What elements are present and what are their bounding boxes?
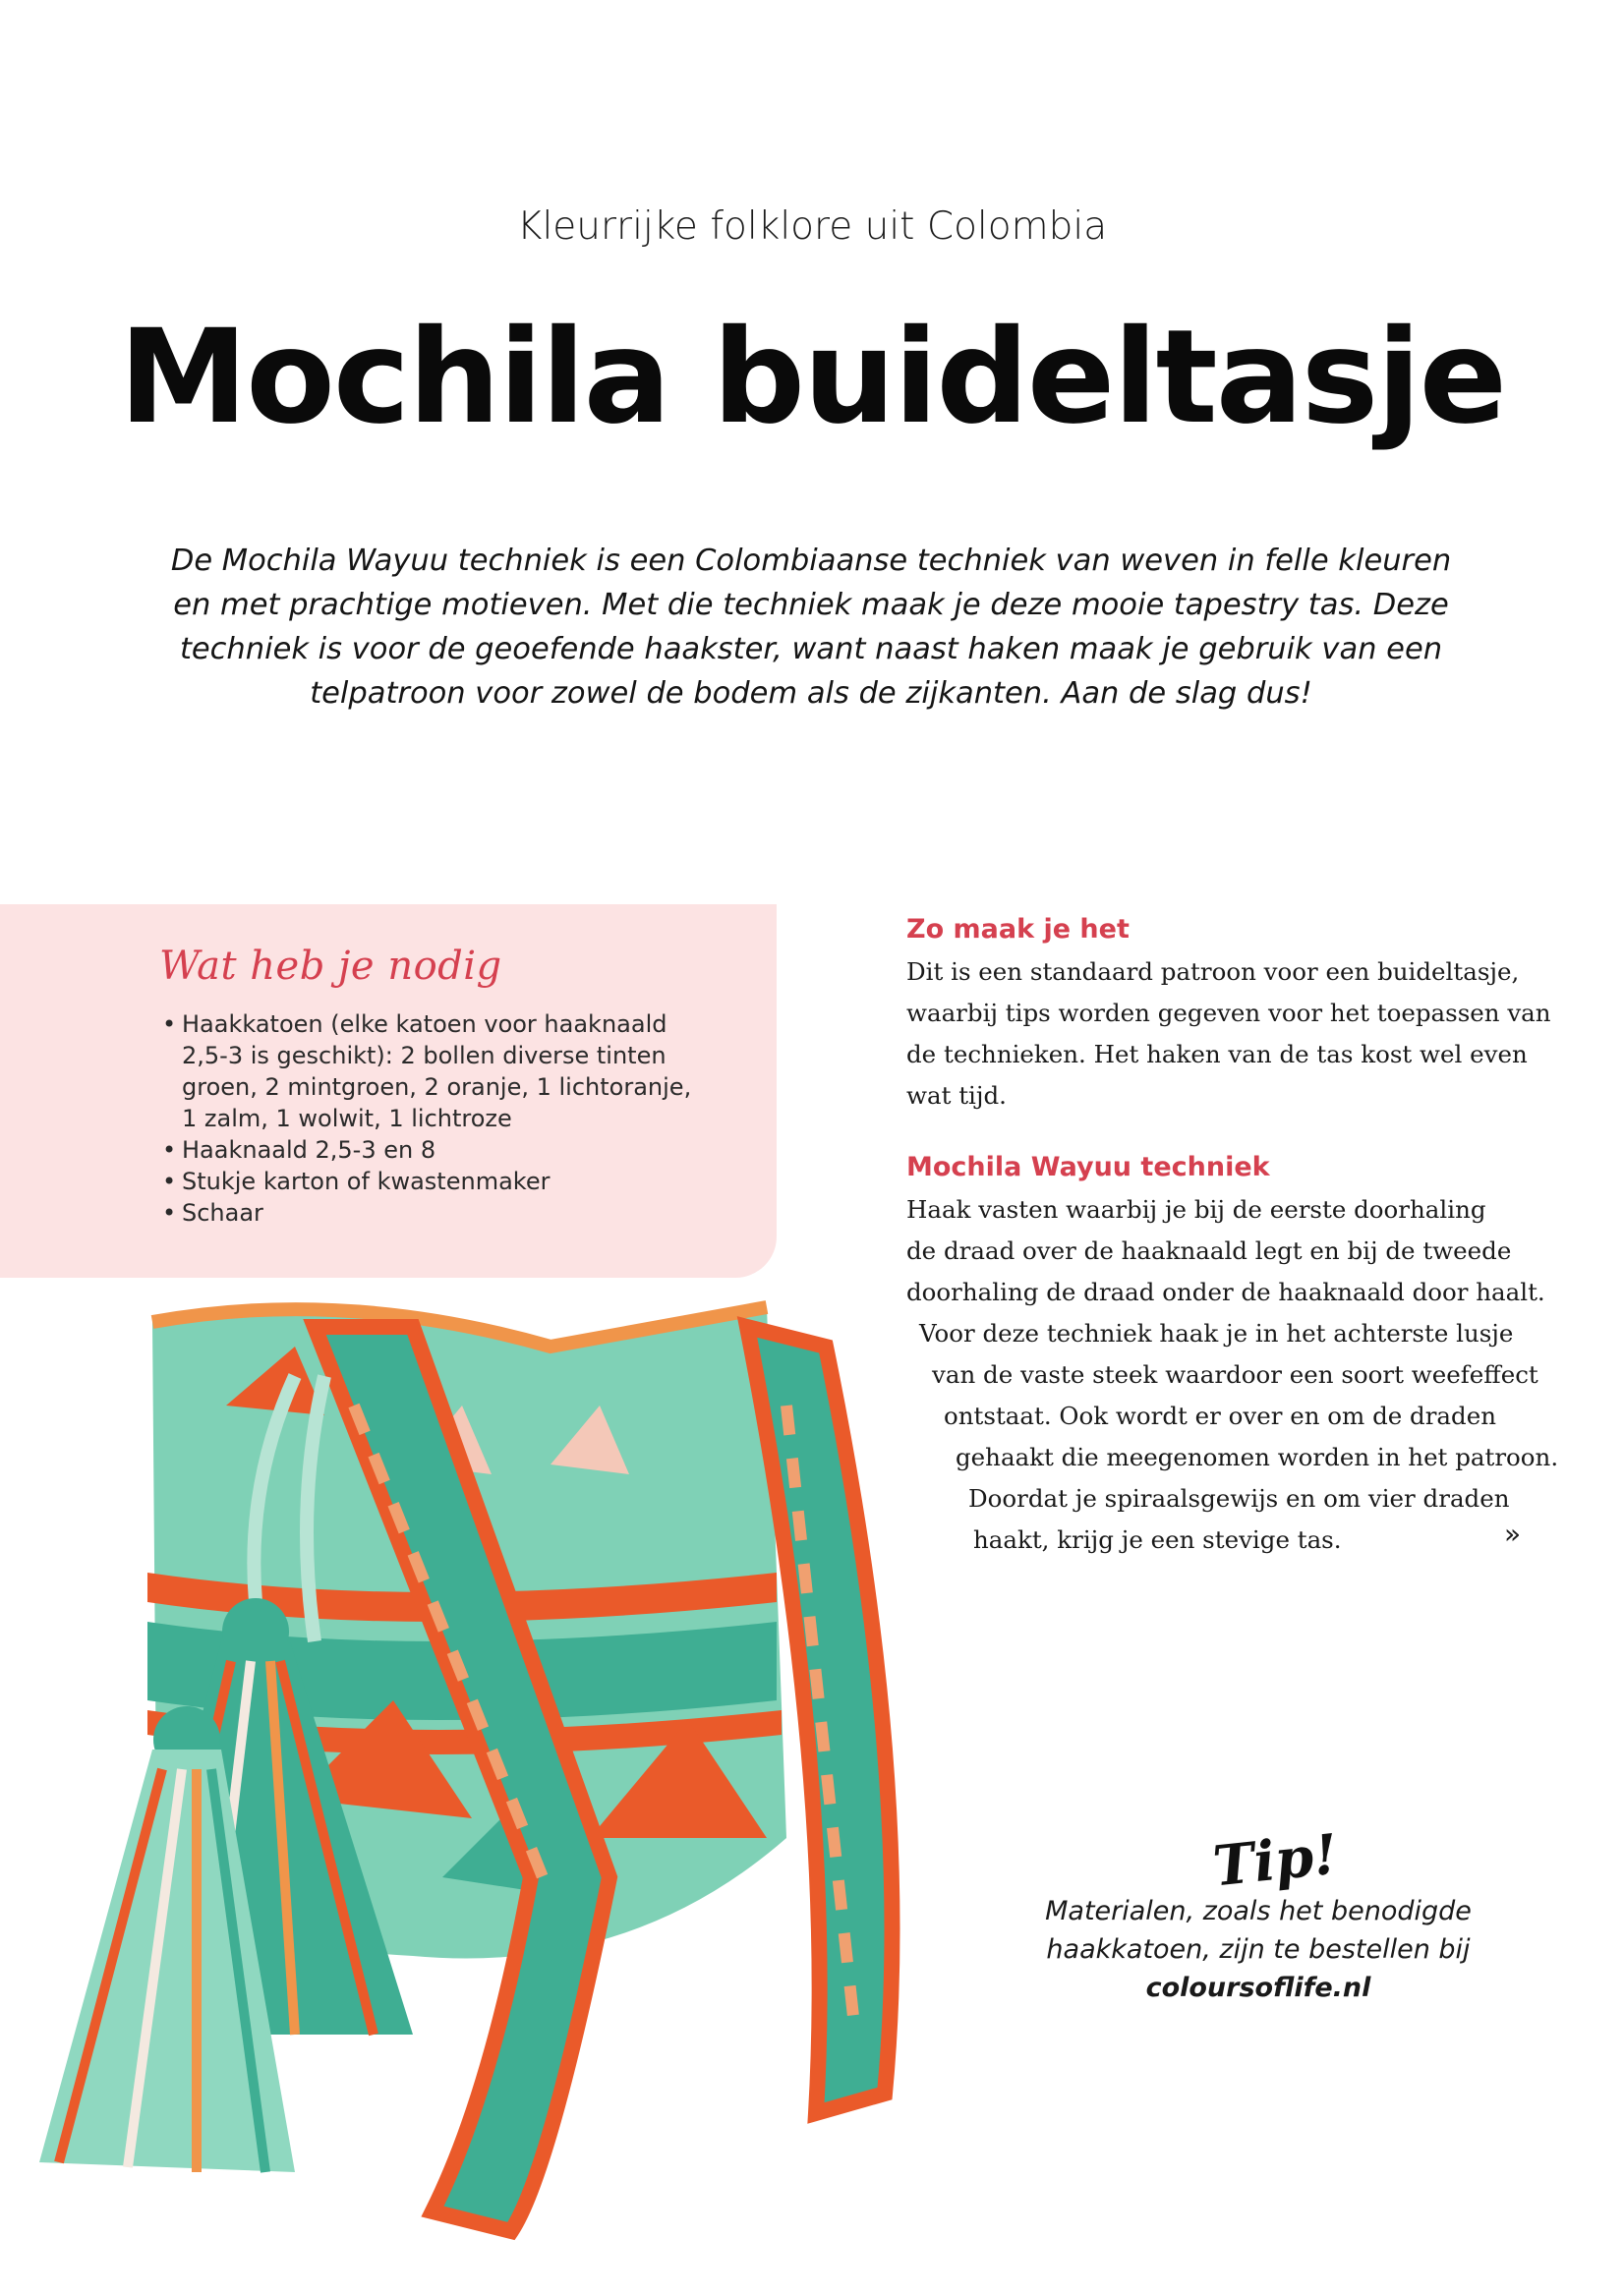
materials-item-line: 1 zalm, 1 wolwit, 1 lichtroze bbox=[182, 1105, 512, 1132]
body-line: gehaakt die meegenomen worden in het patroon. bbox=[956, 1443, 1559, 1471]
body-line: ontstaat. Ook wordt er over en om de draden bbox=[944, 1402, 1497, 1430]
tip-line: haakkatoen, zijn te bestellen bij bbox=[1046, 1934, 1471, 1965]
tip-line: Materialen, zoals het benodigde bbox=[1045, 1896, 1472, 1926]
page-title: Mochila buideltasje bbox=[118, 302, 1506, 453]
body-line: van de vaste steek waardoor een soort weefeffect bbox=[932, 1360, 1538, 1389]
bag-photo bbox=[0, 1288, 983, 2290]
materials-item-line: groen, 2 mintgroen, 2 oranje, 1 lichtoranje, bbox=[182, 1073, 692, 1101]
section-heading-how: Zo maak je het bbox=[906, 914, 1130, 945]
materials-item: • Haaknaald 2,5-3 en 8 bbox=[162, 1134, 691, 1166]
materials-item: • Schaar bbox=[162, 1197, 691, 1229]
intro-line: en met prachtige motieven. Met die techniek maak je deze mooie tapestry tas. Deze bbox=[173, 588, 1449, 622]
intro-line: techniek is voor de geoefende haakster, want naast haken maak je gebruik van een bbox=[179, 632, 1443, 666]
body-line: doorhaling de draad onder de haaknaald door haalt. bbox=[906, 1278, 1545, 1306]
tip-text bbox=[1013, 1892, 1504, 2007]
intro-line: telpatroon voor zowel de bodem als de zijkanten. Aan de slag dus! bbox=[310, 676, 1312, 711]
body-line: Voor deze techniek haak je in het achterste lusje bbox=[919, 1319, 1514, 1348]
body-line: Haak vasten waarbij je bij de eerste doorhaling bbox=[906, 1195, 1486, 1224]
materials-heading: Wat heb je nodig bbox=[159, 944, 502, 989]
body-line: haakt, krijg je een stevige tas. bbox=[973, 1525, 1342, 1554]
body-line: de draad over de haaknaald legt en bij de tweede bbox=[906, 1236, 1512, 1265]
intro-line: De Mochila Wayuu techniek is een Colombiaanse techniek van weven in felle kleuren bbox=[170, 544, 1452, 578]
intro-paragraph bbox=[147, 539, 1475, 716]
materials-list bbox=[162, 1008, 691, 1229]
kicker: Kleurrijke folklore uit Colombia bbox=[516, 204, 1108, 249]
tip-title: Tip! bbox=[1209, 1821, 1341, 1900]
tip-url: coloursoflife.nl bbox=[1145, 1973, 1371, 2003]
materials-item-line: • Haakkatoen (elke katoen voor haaknaald bbox=[182, 1010, 667, 1038]
body-line: Doordat je spiraalsgewijs en om vier draden bbox=[968, 1484, 1510, 1513]
section-heading-technique: Mochila Wayuu techniek bbox=[906, 1152, 1270, 1182]
materials-item: • Stukje karton of kwastenmaker bbox=[162, 1166, 691, 1197]
materials-item bbox=[162, 1008, 691, 1134]
continue-mark: » bbox=[1504, 1518, 1522, 1550]
body-line: waarbij tips worden gegeven voor het toepassen van bbox=[906, 999, 1551, 1027]
body-line: de technieken. Het haken van de tas kost wel even bbox=[906, 1040, 1528, 1068]
body-line: Dit is een standaard patroon voor een buideltasje, bbox=[906, 957, 1520, 986]
materials-item-line: 2,5-3 is geschikt): 2 bollen diverse tinten bbox=[182, 1042, 667, 1069]
body-line: wat tijd. bbox=[906, 1081, 1007, 1110]
